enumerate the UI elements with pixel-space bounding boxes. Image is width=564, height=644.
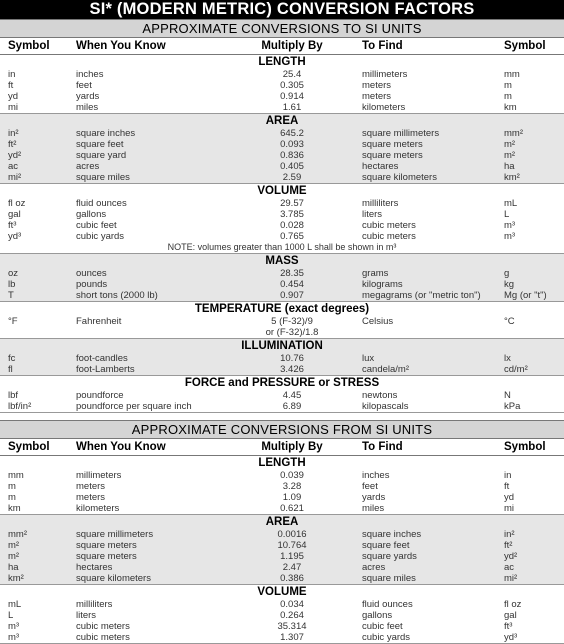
- cell-symbol: ac: [8, 161, 19, 172]
- table-row: [0, 231, 564, 242]
- cell-symbol-result: m: [504, 91, 512, 102]
- cell-know: square kilometers: [76, 573, 151, 584]
- cell-find: cubic yards: [362, 632, 411, 643]
- cell-know: cubic feet: [76, 220, 117, 231]
- cell-multiply-line-1: 5 (F-32)/9: [271, 316, 313, 327]
- col-symbol-result: Symbol: [504, 441, 546, 453]
- cell-find: milliliters: [362, 198, 399, 209]
- cell-symbol-result: km²: [504, 172, 520, 183]
- group-title: TEMPERATURE (exact degrees): [194, 303, 370, 315]
- table-row: [0, 290, 564, 301]
- group-illumination-to-si: [0, 339, 564, 376]
- cell-symbol-result: mm²: [504, 128, 523, 139]
- cell-know: square meters: [76, 551, 137, 562]
- cell-symbol: °F: [8, 316, 18, 327]
- col-symbol-result: Symbol: [504, 40, 546, 52]
- cell-multiply: 3.426: [280, 364, 304, 375]
- group-mass-to-si: [0, 254, 564, 302]
- table-row: [0, 279, 564, 290]
- cell-symbol: km²: [8, 573, 24, 584]
- cell-find: fluid ounces: [362, 599, 413, 610]
- table-row: [0, 91, 564, 102]
- cell-know: square yard: [76, 150, 127, 161]
- cell-symbol: ha: [8, 562, 19, 573]
- cell-know: ounces: [76, 268, 107, 279]
- cell-symbol-result: mi²: [504, 573, 518, 584]
- page-title: SI* (MODERN METRIC) CONVERSION FACTORS: [0, 0, 564, 19]
- cell-multiply: 1.195: [280, 551, 304, 562]
- cell-multiply: 35.314: [277, 621, 307, 632]
- cell-multiply: 0.264: [280, 610, 304, 621]
- col-symbol: Symbol: [8, 40, 50, 52]
- col-when-you-know: When You Know: [76, 40, 166, 52]
- volume-note: NOTE: volumes greater than 1000 L shall be shown in m³: [167, 242, 397, 252]
- cell-symbol: in: [8, 69, 16, 80]
- cell-know: foot-Lamberts: [76, 364, 135, 375]
- table-row: [0, 632, 564, 643]
- table-row: [0, 139, 564, 150]
- cell-symbol: T: [8, 290, 14, 301]
- cell-find: kilograms: [362, 279, 403, 290]
- table-row: [0, 573, 564, 584]
- cell-know: liters: [76, 610, 97, 621]
- section-heading-to-si: APPROXIMATE CONVERSIONS TO SI UNITS: [0, 19, 564, 38]
- cell-find: millimeters: [362, 69, 408, 80]
- col-multiply-by: Multiply By: [261, 40, 323, 52]
- col-to-find: To Find: [362, 40, 403, 52]
- table-row: [0, 599, 564, 610]
- cell-symbol-result: in: [504, 470, 512, 481]
- cell-know: gallons: [76, 209, 107, 220]
- cell-symbol: ft: [8, 80, 14, 91]
- table-row: [0, 161, 564, 172]
- group-title: VOLUME: [257, 185, 307, 197]
- table-row: [0, 562, 564, 573]
- cell-multiply: 0.914: [280, 91, 304, 102]
- table-row: [0, 481, 564, 492]
- cell-symbol-result: fl oz: [504, 599, 522, 610]
- cell-know: square miles: [76, 172, 130, 183]
- cell-find: yards: [362, 492, 386, 503]
- table-row: [0, 364, 564, 375]
- cell-symbol-result: in²: [504, 529, 515, 540]
- cell-symbol: fc: [8, 353, 16, 364]
- group-area-to-si: [0, 114, 564, 184]
- table-row: [0, 610, 564, 621]
- cell-symbol: L: [8, 610, 14, 621]
- cell-symbol-result: gal: [504, 610, 517, 621]
- cell-symbol: mm²: [8, 529, 27, 540]
- group-title: LENGTH: [258, 457, 306, 469]
- cell-know: cubic yards: [76, 231, 125, 242]
- table-row: [0, 268, 564, 279]
- cell-multiply: 0.039: [280, 470, 304, 481]
- table-row: [0, 172, 564, 183]
- cell-find: Celsius: [362, 316, 394, 327]
- cell-symbol-result: m²: [504, 150, 516, 161]
- cell-multiply: 4.45: [282, 390, 302, 401]
- cell-symbol: fl oz: [8, 198, 26, 209]
- cell-multiply: 6.89: [282, 401, 302, 412]
- group-title: ILLUMINATION: [241, 340, 323, 352]
- group-area-from-si: [0, 515, 564, 585]
- cell-know: fluid ounces: [76, 198, 127, 209]
- cell-symbol-result: N: [504, 390, 511, 401]
- cell-multiply: 25.4: [282, 69, 302, 80]
- cell-symbol: gal: [8, 209, 21, 220]
- cell-symbol-result: g: [504, 268, 510, 279]
- cell-symbol-result: cd/m²: [504, 364, 528, 375]
- cell-find: grams: [362, 268, 389, 279]
- table-row: [0, 401, 564, 412]
- cell-find: cubic feet: [362, 621, 403, 632]
- cell-multiply: 10.764: [277, 540, 307, 551]
- cell-symbol: ft³: [8, 220, 17, 231]
- cell-know: acres: [76, 161, 100, 172]
- cell-know: square feet: [76, 139, 124, 150]
- cell-symbol-result: mL: [504, 198, 518, 209]
- table-row: [0, 551, 564, 562]
- cell-find: square yards: [362, 551, 417, 562]
- cell-find: liters: [362, 209, 383, 220]
- cell-symbol: mL: [8, 599, 22, 610]
- cell-symbol-result: m³: [504, 220, 516, 231]
- cell-symbol: fl: [8, 364, 13, 375]
- cell-multiply: 3.28: [282, 481, 302, 492]
- cell-symbol: yd²: [8, 150, 22, 161]
- col-symbol: Symbol: [8, 441, 50, 453]
- cell-find: miles: [362, 503, 385, 514]
- group-title: FORCE and PRESSURE or STRESS: [184, 377, 380, 389]
- table-row: [0, 220, 564, 231]
- cell-multiply: 0.034: [280, 599, 304, 610]
- cell-symbol-result: ft³: [504, 621, 513, 632]
- cell-find: gallons: [362, 610, 393, 621]
- cell-know: square meters: [76, 540, 137, 551]
- cell-symbol: ft²: [8, 139, 17, 150]
- cell-know: miles: [76, 102, 99, 113]
- table-row: [0, 353, 564, 364]
- table-row: [0, 209, 564, 220]
- cell-symbol-result: Mg (or "t"): [504, 290, 547, 301]
- cell-symbol: in²: [8, 128, 19, 139]
- cell-multiply: 0.765: [280, 231, 304, 242]
- cell-know: short tons (2000 lb): [76, 290, 158, 301]
- cell-know: kilometers: [76, 503, 120, 514]
- cell-find: square meters: [362, 139, 423, 150]
- group-title: AREA: [265, 516, 299, 528]
- cell-find: square inches: [362, 529, 422, 540]
- cell-know: yards: [76, 91, 100, 102]
- cell-symbol: mm: [8, 470, 24, 481]
- cell-find: acres: [362, 562, 386, 573]
- cell-find: megagrams (or "metric ton"): [362, 290, 481, 301]
- cell-multiply: [236, 316, 348, 338]
- table-row: [0, 503, 564, 514]
- cell-know: hectares: [76, 562, 113, 573]
- cell-multiply: 0.386: [280, 573, 304, 584]
- cell-multiply: 2.47: [282, 562, 302, 573]
- cell-multiply: 0.454: [280, 279, 304, 290]
- cell-know: meters: [76, 481, 106, 492]
- table-row: [0, 69, 564, 80]
- cell-know: Fahrenheit: [76, 316, 122, 327]
- cell-symbol: m²: [8, 551, 20, 562]
- cell-find: hectares: [362, 161, 399, 172]
- cell-know: inches: [76, 69, 104, 80]
- table-row: [0, 390, 564, 401]
- cell-find: candela/m²: [362, 364, 409, 375]
- cell-symbol-result: ha: [504, 161, 515, 172]
- cell-multiply: 0.405: [280, 161, 304, 172]
- cell-symbol: yd: [8, 91, 19, 102]
- cell-know: feet: [76, 80, 92, 91]
- cell-symbol-result: m²: [504, 139, 516, 150]
- cell-symbol-result: km: [504, 102, 517, 113]
- table-row: [0, 529, 564, 540]
- cell-find: square millimeters: [362, 128, 440, 139]
- group-title: AREA: [265, 115, 299, 127]
- cell-know: millimeters: [76, 470, 122, 481]
- cell-symbol-result: °C: [504, 316, 515, 327]
- cell-symbol: km: [8, 503, 21, 514]
- cell-symbol: yd³: [8, 231, 22, 242]
- group-title: MASS: [265, 255, 299, 267]
- cell-symbol: m³: [8, 632, 20, 643]
- table-row: [0, 150, 564, 161]
- cell-find: meters: [362, 91, 392, 102]
- column-header-row: [0, 38, 564, 55]
- cell-multiply: 29.57: [280, 198, 304, 209]
- col-to-find: To Find: [362, 441, 403, 453]
- cell-symbol-result: kPa: [504, 401, 521, 412]
- col-when-you-know: When You Know: [76, 441, 166, 453]
- cell-multiply: 1.61: [282, 102, 302, 113]
- cell-multiply: 0.621: [280, 503, 304, 514]
- group-temperature-to-si: [0, 302, 564, 339]
- group-volume-to-si: [0, 184, 564, 254]
- cell-multiply: 0.305: [280, 80, 304, 91]
- group-title: LENGTH: [258, 56, 306, 68]
- cell-multiply: 28.35: [280, 268, 304, 279]
- cell-symbol-result: ft²: [504, 540, 513, 551]
- cell-find: kilopascals: [362, 401, 409, 412]
- cell-find: cubic meters: [362, 220, 416, 231]
- cell-multiply: 0.093: [280, 139, 304, 150]
- cell-symbol-result: yd³: [504, 632, 518, 643]
- cell-symbol: lbf: [8, 390, 19, 401]
- cell-symbol: oz: [8, 268, 19, 279]
- cell-find: square miles: [362, 573, 416, 584]
- section-gap: [0, 413, 564, 420]
- table-row: [0, 128, 564, 139]
- cell-find: square kilometers: [362, 172, 437, 183]
- column-header-row: [0, 439, 564, 456]
- cell-find: kilometers: [362, 102, 406, 113]
- cell-symbol: m³: [8, 621, 20, 632]
- cell-know: foot-candles: [76, 353, 128, 364]
- cell-symbol-result: m: [504, 80, 512, 91]
- table-row: [0, 492, 564, 503]
- cell-find: newtons: [362, 390, 398, 401]
- cell-symbol: m²: [8, 540, 20, 551]
- cell-symbol: mi: [8, 102, 19, 113]
- cell-multiply: 0.907: [280, 290, 304, 301]
- table-row: [0, 470, 564, 481]
- cell-symbol: mi²: [8, 172, 22, 183]
- cell-know: milliliters: [76, 599, 113, 610]
- cell-know: square millimeters: [76, 529, 154, 540]
- cell-multiply: 0.0016: [277, 529, 307, 540]
- cell-know: square inches: [76, 128, 136, 139]
- cell-find: cubic meters: [362, 231, 416, 242]
- cell-symbol-result: ft: [504, 481, 510, 492]
- cell-symbol: m: [8, 492, 16, 503]
- cell-know: meters: [76, 492, 106, 503]
- group-title: VOLUME: [257, 586, 307, 598]
- cell-symbol-result: lx: [504, 353, 511, 364]
- table-row: [0, 80, 564, 91]
- group-length-to-si: [0, 55, 564, 114]
- cell-find: feet: [362, 481, 378, 492]
- cell-find: square feet: [362, 540, 410, 551]
- cell-multiply: 1.307: [280, 632, 304, 643]
- cell-multiply: 0.028: [280, 220, 304, 231]
- cell-symbol-result: mi: [504, 503, 515, 514]
- group-length-from-si: [0, 456, 564, 515]
- group-force-to-si: [0, 376, 564, 413]
- cell-multiply: 645.2: [280, 128, 304, 139]
- cell-multiply: 1.09: [282, 492, 302, 503]
- cell-symbol-result: kg: [504, 279, 515, 290]
- cell-symbol-result: m³: [504, 231, 516, 242]
- col-multiply-by: Multiply By: [261, 441, 323, 453]
- group-volume-from-si: [0, 585, 564, 644]
- table-row: [0, 102, 564, 113]
- cell-multiply: 10.76: [280, 353, 304, 364]
- table-row: [0, 316, 564, 338]
- table-row: [0, 621, 564, 632]
- cell-symbol-result: yd²: [504, 551, 518, 562]
- cell-symbol: lb: [8, 279, 16, 290]
- cell-symbol-result: L: [504, 209, 510, 220]
- cell-know: poundforce: [76, 390, 124, 401]
- cell-find: square meters: [362, 150, 423, 161]
- section-heading-from-si: APPROXIMATE CONVERSIONS FROM SI UNITS: [0, 420, 564, 439]
- cell-multiply-line-2: or (F-32)/1.8: [265, 327, 319, 338]
- table-row: [0, 540, 564, 551]
- cell-find: lux: [362, 353, 375, 364]
- cell-find: meters: [362, 80, 392, 91]
- cell-find: inches: [362, 470, 390, 481]
- cell-symbol-result: mm: [504, 69, 520, 80]
- cell-know: pounds: [76, 279, 108, 290]
- cell-multiply: 3.785: [280, 209, 304, 220]
- table-row: [0, 198, 564, 209]
- cell-multiply: 2.59: [282, 172, 302, 183]
- cell-symbol-result: yd: [504, 492, 515, 503]
- cell-symbol: m: [8, 481, 16, 492]
- cell-multiply: 0.836: [280, 150, 304, 161]
- cell-symbol: lbf/in²: [8, 401, 32, 412]
- cell-know: poundforce per square inch: [76, 401, 192, 412]
- cell-know: cubic meters: [76, 632, 130, 643]
- cell-symbol-result: ac: [504, 562, 515, 573]
- cell-know: cubic meters: [76, 621, 130, 632]
